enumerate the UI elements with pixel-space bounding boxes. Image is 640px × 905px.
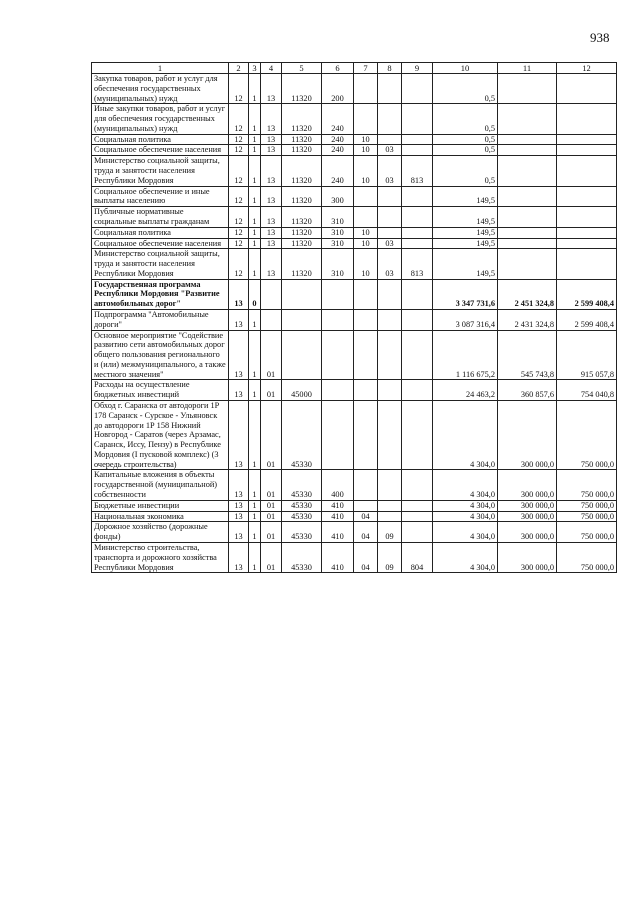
- row-name: Иные закупки товаров, работ и услуг для обеспечения государственных (муниципальных) нужд: [92, 104, 229, 134]
- header-cell: 2: [229, 63, 249, 74]
- code-col-3: 1: [249, 511, 261, 522]
- code-col-4: 13: [261, 134, 282, 145]
- amount-col-12: 750 000,0: [557, 511, 617, 522]
- table-row: [92, 542, 617, 572]
- amount-col-12: [557, 145, 617, 156]
- code-col-3: 1: [249, 207, 261, 228]
- amount-col-12: [557, 207, 617, 228]
- code-col-2: 13: [229, 500, 249, 511]
- code-col-5: 45330: [282, 522, 322, 543]
- code-col-2: 13: [229, 522, 249, 543]
- amount-col-10: 4 304,0: [433, 522, 498, 543]
- code-col-4: 01: [261, 511, 282, 522]
- code-col-9: [402, 145, 433, 156]
- amount-col-11: [498, 207, 557, 228]
- amount-col-10: 4 304,0: [433, 401, 498, 470]
- code-col-5: [282, 330, 322, 380]
- code-col-3: 1: [249, 522, 261, 543]
- amount-col-11: [498, 104, 557, 134]
- code-col-4: 13: [261, 145, 282, 156]
- code-col-6: 310: [322, 207, 354, 228]
- header-cell: 1: [92, 63, 229, 74]
- code-col-8: [378, 470, 402, 500]
- code-col-5: [282, 279, 322, 309]
- code-col-5: 11320: [282, 156, 322, 186]
- amount-col-11: 360 857,6: [498, 380, 557, 401]
- row-name: Государственная программа Республики Мордовия "Развитие автомобильных дорог": [92, 279, 229, 309]
- table-row: [92, 238, 617, 249]
- code-col-6: 310: [322, 227, 354, 238]
- amount-col-12: [557, 227, 617, 238]
- code-col-6: 310: [322, 249, 354, 279]
- code-col-9: [402, 74, 433, 104]
- amount-col-11: [498, 249, 557, 279]
- code-col-2: 12: [229, 249, 249, 279]
- amount-col-12: 750 000,0: [557, 470, 617, 500]
- code-col-2: 12: [229, 134, 249, 145]
- code-col-8: [378, 186, 402, 207]
- amount-col-11: [498, 134, 557, 145]
- header-cell: 8: [378, 63, 402, 74]
- code-col-3: 1: [249, 238, 261, 249]
- amount-col-12: [557, 104, 617, 134]
- amount-col-12: 754 040,8: [557, 380, 617, 401]
- code-col-9: [402, 207, 433, 228]
- code-col-9: [402, 500, 433, 511]
- code-col-2: 13: [229, 330, 249, 380]
- code-col-5: 45000: [282, 380, 322, 401]
- code-col-3: 1: [249, 134, 261, 145]
- amount-col-12: [557, 134, 617, 145]
- code-col-4: 13: [261, 249, 282, 279]
- amount-col-10: 4 304,0: [433, 500, 498, 511]
- code-col-7: [354, 470, 378, 500]
- amount-col-11: 300 000,0: [498, 511, 557, 522]
- amount-col-10: 149,5: [433, 227, 498, 238]
- code-col-3: 1: [249, 186, 261, 207]
- amount-col-12: [557, 156, 617, 186]
- code-col-4: 01: [261, 401, 282, 470]
- amount-col-12: 750 000,0: [557, 522, 617, 543]
- code-col-6: 240: [322, 145, 354, 156]
- amount-col-12: 750 000,0: [557, 542, 617, 572]
- code-col-4: 01: [261, 330, 282, 380]
- code-col-9: 804: [402, 542, 433, 572]
- code-col-5: 45330: [282, 500, 322, 511]
- code-col-2: 12: [229, 74, 249, 104]
- code-col-8: 03: [378, 249, 402, 279]
- code-col-9: 813: [402, 249, 433, 279]
- header-cell: 11: [498, 63, 557, 74]
- code-col-3: 1: [249, 249, 261, 279]
- code-col-6: 410: [322, 542, 354, 572]
- table-row: [92, 470, 617, 500]
- code-col-4: 13: [261, 207, 282, 228]
- amount-col-12: 915 057,8: [557, 330, 617, 380]
- code-col-8: 03: [378, 156, 402, 186]
- code-col-5: 11320: [282, 186, 322, 207]
- code-col-7: [354, 401, 378, 470]
- table-row: [92, 156, 617, 186]
- code-col-9: [402, 227, 433, 238]
- table-row: [92, 104, 617, 134]
- code-col-4: 13: [261, 104, 282, 134]
- code-col-4: [261, 279, 282, 309]
- header-cell: 5: [282, 63, 322, 74]
- amount-col-10: 1 116 675,2: [433, 330, 498, 380]
- table-row: [92, 279, 617, 309]
- code-col-9: [402, 309, 433, 330]
- table-row: [92, 145, 617, 156]
- code-col-5: 45330: [282, 401, 322, 470]
- code-col-7: [354, 186, 378, 207]
- code-col-6: 410: [322, 522, 354, 543]
- code-col-9: [402, 380, 433, 401]
- row-name: Закупка товаров, работ и услуг для обеспечения государственных (муниципальных) нужд: [92, 74, 229, 104]
- row-name: Бюджетные инвестиции: [92, 500, 229, 511]
- code-col-4: 13: [261, 156, 282, 186]
- code-col-3: 1: [249, 104, 261, 134]
- amount-col-11: 300 000,0: [498, 522, 557, 543]
- code-col-7: [354, 309, 378, 330]
- amount-col-10: 0,5: [433, 104, 498, 134]
- amount-col-10: 149,5: [433, 207, 498, 228]
- row-name: Публичные нормативные социальные выплаты гражданам: [92, 207, 229, 228]
- table-row: [92, 227, 617, 238]
- page-number: 938: [590, 30, 610, 45]
- code-col-8: [378, 104, 402, 134]
- amount-col-12: [557, 74, 617, 104]
- code-col-5: 11320: [282, 134, 322, 145]
- code-col-3: 1: [249, 330, 261, 380]
- amount-col-11: 2 451 324,8: [498, 279, 557, 309]
- code-col-7: 10: [354, 238, 378, 249]
- code-col-7: 10: [354, 249, 378, 279]
- row-name: Социальное обеспечение населения: [92, 238, 229, 249]
- header-cell: 10: [433, 63, 498, 74]
- code-col-3: 1: [249, 74, 261, 104]
- code-col-9: [402, 470, 433, 500]
- amount-col-11: 300 000,0: [498, 500, 557, 511]
- code-col-2: 13: [229, 380, 249, 401]
- code-col-3: 1: [249, 227, 261, 238]
- row-name: Подпрограмма "Автомобильные дороги": [92, 309, 229, 330]
- amount-col-11: 545 743,8: [498, 330, 557, 380]
- code-col-8: [378, 401, 402, 470]
- amount-col-12: 750 000,0: [557, 401, 617, 470]
- code-col-4: 01: [261, 522, 282, 543]
- code-col-6: 240: [322, 104, 354, 134]
- code-col-4: 01: [261, 500, 282, 511]
- code-col-8: [378, 500, 402, 511]
- code-col-2: 13: [229, 279, 249, 309]
- code-col-3: 1: [249, 309, 261, 330]
- code-col-8: [378, 74, 402, 104]
- code-col-6: [322, 330, 354, 380]
- row-name: Расходы на осуществление бюджетных инвестиций: [92, 380, 229, 401]
- code-col-2: 13: [229, 401, 249, 470]
- code-col-3: 1: [249, 500, 261, 511]
- code-col-8: [378, 380, 402, 401]
- code-col-4: 13: [261, 186, 282, 207]
- code-col-9: [402, 330, 433, 380]
- table-row: [92, 511, 617, 522]
- code-col-4: 01: [261, 542, 282, 572]
- row-name: Социальная политика: [92, 227, 229, 238]
- code-col-7: 10: [354, 156, 378, 186]
- code-col-7: [354, 330, 378, 380]
- amount-col-10: 4 304,0: [433, 470, 498, 500]
- table-row: [92, 74, 617, 104]
- table-row: [92, 522, 617, 543]
- code-col-3: 1: [249, 470, 261, 500]
- code-col-7: 10: [354, 134, 378, 145]
- code-col-2: 12: [229, 156, 249, 186]
- amount-col-11: [498, 145, 557, 156]
- code-col-9: [402, 279, 433, 309]
- amount-col-10: 4 304,0: [433, 511, 498, 522]
- code-col-2: 12: [229, 238, 249, 249]
- amount-col-11: [498, 74, 557, 104]
- amount-col-12: [557, 186, 617, 207]
- table-row: [92, 401, 617, 470]
- code-col-6: 400: [322, 470, 354, 500]
- code-col-8: 09: [378, 522, 402, 543]
- amount-col-12: 750 000,0: [557, 500, 617, 511]
- code-col-2: 13: [229, 309, 249, 330]
- code-col-6: [322, 309, 354, 330]
- row-name: Социальное обеспечение населения: [92, 145, 229, 156]
- code-col-4: 13: [261, 238, 282, 249]
- amount-col-10: 3 087 316,4: [433, 309, 498, 330]
- code-col-5: 45330: [282, 511, 322, 522]
- code-col-7: 10: [354, 227, 378, 238]
- code-col-8: [378, 207, 402, 228]
- code-col-7: [354, 104, 378, 134]
- amount-col-10: 0,5: [433, 156, 498, 186]
- row-name: Национальная экономика: [92, 511, 229, 522]
- code-col-4: 01: [261, 470, 282, 500]
- code-col-9: [402, 238, 433, 249]
- row-name: Министерство социальной защиты, труда и занятости населения Республики Мордовия: [92, 249, 229, 279]
- code-col-3: 1: [249, 401, 261, 470]
- amount-col-11: 300 000,0: [498, 542, 557, 572]
- code-col-6: [322, 380, 354, 401]
- amount-col-10: 149,5: [433, 186, 498, 207]
- code-col-5: 11320: [282, 207, 322, 228]
- code-col-2: 12: [229, 145, 249, 156]
- table-body: [92, 74, 617, 573]
- amount-col-10: 149,5: [433, 238, 498, 249]
- code-col-6: 310: [322, 238, 354, 249]
- code-col-5: [282, 309, 322, 330]
- code-col-9: 813: [402, 156, 433, 186]
- table-row: [92, 309, 617, 330]
- row-name: Капитальные вложения в объекты государственной (муниципальной) собственности: [92, 470, 229, 500]
- code-col-9: [402, 104, 433, 134]
- code-col-7: 04: [354, 522, 378, 543]
- code-col-5: 11320: [282, 227, 322, 238]
- code-col-2: 13: [229, 470, 249, 500]
- code-col-7: [354, 74, 378, 104]
- header-cell: 9: [402, 63, 433, 74]
- amount-col-10: 0,5: [433, 134, 498, 145]
- code-col-3: 1: [249, 156, 261, 186]
- code-col-2: 12: [229, 227, 249, 238]
- code-col-3: 1: [249, 380, 261, 401]
- row-name: Министерство строительства, транспорта и дорожного хозяйства Республики Мордовия: [92, 542, 229, 572]
- code-col-5: 11320: [282, 145, 322, 156]
- code-col-6: 410: [322, 500, 354, 511]
- code-col-8: [378, 511, 402, 522]
- code-col-3: 1: [249, 542, 261, 572]
- code-col-9: [402, 186, 433, 207]
- code-col-8: [378, 330, 402, 380]
- row-name: Обход г. Саранска от автодороги 1Р 178 Саранск - Сурское - Ульяновск до автодороги 1Р 158 Нижний Новгород - Саратов (через Арзамас, Саранск, Иссу, Пензу) в Республике Мордовия (I пусковой комплекс) (3 очередь строительства): [92, 401, 229, 470]
- code-col-6: 200: [322, 74, 354, 104]
- code-col-3: 1: [249, 145, 261, 156]
- code-col-4: 01: [261, 380, 282, 401]
- code-col-7: 04: [354, 542, 378, 572]
- code-col-6: 240: [322, 156, 354, 186]
- table-row: [92, 500, 617, 511]
- header-row: [92, 63, 617, 74]
- code-col-8: [378, 134, 402, 145]
- amount-col-11: 300 000,0: [498, 401, 557, 470]
- code-col-5: 45330: [282, 542, 322, 572]
- code-col-5: 11320: [282, 249, 322, 279]
- header-cell: 3: [249, 63, 261, 74]
- amount-col-11: [498, 186, 557, 207]
- code-col-9: [402, 401, 433, 470]
- row-name: Социальное обеспечение и иные выплаты населению: [92, 186, 229, 207]
- code-col-8: 03: [378, 145, 402, 156]
- amount-col-12: 2 599 408,4: [557, 309, 617, 330]
- code-col-5: 11320: [282, 74, 322, 104]
- amount-col-10: 24 463,2: [433, 380, 498, 401]
- amount-col-10: 149,5: [433, 249, 498, 279]
- code-col-9: [402, 522, 433, 543]
- header-cell: 12: [557, 63, 617, 74]
- code-col-4: 13: [261, 74, 282, 104]
- budget-table: [91, 62, 617, 573]
- code-col-9: [402, 511, 433, 522]
- code-col-9: [402, 134, 433, 145]
- code-col-6: 410: [322, 511, 354, 522]
- amount-col-10: 3 347 731,6: [433, 279, 498, 309]
- code-col-6: 240: [322, 134, 354, 145]
- code-col-8: [378, 309, 402, 330]
- table-row: [92, 249, 617, 279]
- row-name: Дорожное хозяйство (дорожные фонды): [92, 522, 229, 543]
- code-col-7: [354, 380, 378, 401]
- code-col-3: 0: [249, 279, 261, 309]
- amount-col-10: 0,5: [433, 74, 498, 104]
- code-col-8: 09: [378, 542, 402, 572]
- row-name: Основное мероприятие "Содействие развитию сети автомобильных дорог общего пользования регионального и (или) межмуниципального, а также местного значения": [92, 330, 229, 380]
- table-row: [92, 380, 617, 401]
- code-col-8: [378, 227, 402, 238]
- amount-col-10: 4 304,0: [433, 542, 498, 572]
- header-cell: 6: [322, 63, 354, 74]
- code-col-4: 13: [261, 227, 282, 238]
- table-row: [92, 207, 617, 228]
- amount-col-11: [498, 227, 557, 238]
- header-cell: 4: [261, 63, 282, 74]
- code-col-8: [378, 279, 402, 309]
- header-cell: 7: [354, 63, 378, 74]
- code-col-7: 04: [354, 511, 378, 522]
- code-col-6: 300: [322, 186, 354, 207]
- code-col-2: 12: [229, 186, 249, 207]
- amount-col-10: 0,5: [433, 145, 498, 156]
- amount-col-12: [557, 238, 617, 249]
- code-col-6: [322, 279, 354, 309]
- amount-col-11: 2 431 324,8: [498, 309, 557, 330]
- code-col-7: 10: [354, 145, 378, 156]
- table-row: [92, 186, 617, 207]
- code-col-2: 13: [229, 542, 249, 572]
- code-col-7: [354, 500, 378, 511]
- code-col-5: 11320: [282, 238, 322, 249]
- table-row: [92, 134, 617, 145]
- code-col-5: 45330: [282, 470, 322, 500]
- code-col-8: 03: [378, 238, 402, 249]
- code-col-6: [322, 401, 354, 470]
- amount-col-11: 300 000,0: [498, 470, 557, 500]
- row-name: Министерство социальной защиты, труда и занятости населения Республики Мордовия: [92, 156, 229, 186]
- code-col-4: [261, 309, 282, 330]
- code-col-2: 12: [229, 207, 249, 228]
- amount-col-11: [498, 238, 557, 249]
- table-row: [92, 330, 617, 380]
- code-col-2: 13: [229, 511, 249, 522]
- code-col-7: [354, 279, 378, 309]
- amount-col-12: 2 599 408,4: [557, 279, 617, 309]
- row-name: Социальная политика: [92, 134, 229, 145]
- amount-col-12: [557, 249, 617, 279]
- code-col-5: 11320: [282, 104, 322, 134]
- code-col-2: 12: [229, 104, 249, 134]
- code-col-7: [354, 207, 378, 228]
- amount-col-11: [498, 156, 557, 186]
